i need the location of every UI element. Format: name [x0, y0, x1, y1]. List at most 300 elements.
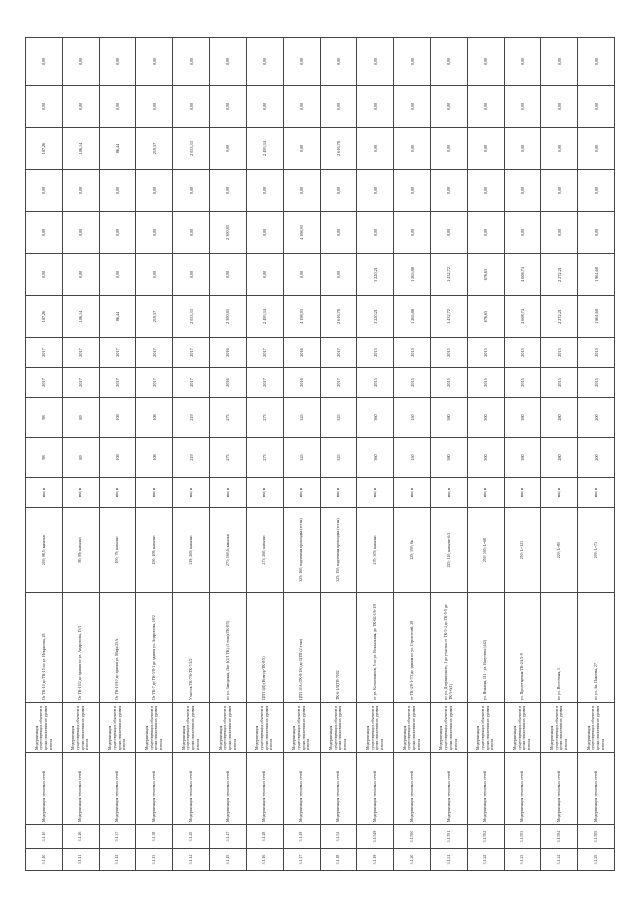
project-name-cell: Модернизация тепловых сетей	[136, 753, 173, 825]
unit-cell: мм; м	[504, 478, 541, 508]
cost-2015-cell: 0,00	[320, 254, 357, 296]
total-cost-cell: 1 432,72	[430, 296, 467, 338]
value-after-cell: 108	[99, 398, 136, 438]
cost-2019-cell: 0,00	[578, 38, 615, 86]
end-year-cell: 2016	[210, 338, 247, 368]
table-row	[173, 38, 210, 871]
cost-2019-cell: 0,00	[320, 38, 357, 86]
value-after-cell: 273	[246, 398, 283, 438]
value-after-cell: 325	[320, 398, 357, 438]
cost-2019-cell: 0,00	[541, 38, 578, 86]
value-before-cell: 98	[26, 438, 63, 478]
table-row	[541, 38, 578, 871]
cost-2017a-cell: 0,00	[430, 170, 467, 212]
project-location-cell: Участок ТК-7/6-ТК-7/4/2	[173, 593, 210, 703]
project-kind-cell: Модернизация существующих объектов в целях снижения их уровня износа	[246, 703, 283, 753]
cost-2015-cell: 1 265,88	[394, 254, 431, 296]
value-after-cell: 108	[136, 398, 173, 438]
value-after-cell: 360	[357, 398, 394, 438]
cost-2017b-cell: 0,00	[578, 128, 615, 170]
project-name-cell: Модернизация тепловых сетей	[173, 753, 210, 825]
cost-2017b-cell: 187,26	[26, 128, 63, 170]
cost-2017a-cell: 0,00	[210, 170, 247, 212]
technical-params-cell: 200; 98,5; канальн	[26, 508, 63, 593]
technical-params-cell: 325; 150; надземная прокладка (эстак)	[320, 508, 357, 593]
project-kind-cell: Модернизация существующих объектов в целях снижения их уровня износа	[283, 703, 320, 753]
row-number-cell: 3.1.12	[99, 849, 136, 871]
cost-2015-cell: 1 861,68	[578, 254, 615, 296]
cost-2015-cell: 0,00	[246, 254, 283, 296]
value-before-cell: 325	[283, 438, 320, 478]
cost-2017b-cell: 219,57	[136, 128, 173, 170]
technical-params-cell: 225; 110; канальн 6/4	[430, 508, 467, 593]
cost-2015-cell: 4 608,74	[504, 254, 541, 296]
project-kind-cell: Модернизация существующих объектов в целях снижения их уровня износа	[210, 703, 247, 753]
project-code-cell: 3.1.48	[246, 825, 283, 849]
unit-cell: мм; м	[357, 478, 394, 508]
cost-2016-cell: 0,00	[26, 212, 63, 254]
cost-2017b-cell: 0,00	[394, 128, 431, 170]
project-location-cell: ЦТП 1(8) (Новгор-ТК-8/5)	[246, 593, 283, 703]
end-year-cell: 2015	[578, 338, 615, 368]
start-year-cell: 2015	[430, 368, 467, 398]
cost-2017a-cell: 0,00	[283, 170, 320, 212]
total-cost-cell: 219,57	[136, 296, 173, 338]
start-year-cell: 2015	[467, 368, 504, 398]
value-before-cell: 200	[578, 438, 615, 478]
project-code-cell: 3.1.10	[26, 825, 63, 849]
project-name-cell: Модернизация тепловых сетей	[394, 753, 431, 825]
value-before-cell: 273	[246, 438, 283, 478]
cost-2016-cell: 0,00	[467, 212, 504, 254]
rotated-table-sheet	[25, 38, 615, 871]
cost-2016-cell: 0,00	[246, 212, 283, 254]
project-code-cell: 3.1.552	[467, 825, 504, 849]
unit-cell: мм; м	[173, 478, 210, 508]
project-code-cell: 3.1.47	[210, 825, 247, 849]
cost-2018-cell: 0,00	[394, 86, 431, 128]
cost-2018-cell: 0,00	[504, 86, 541, 128]
cost-2016-cell: 4 198,93	[283, 212, 320, 254]
cost-2018-cell: 0,00	[26, 86, 63, 128]
cost-2016-cell: 0,00	[541, 212, 578, 254]
cost-2017a-cell: 0,00	[246, 170, 283, 212]
row-number-cell: 3.1.11	[62, 849, 99, 871]
cost-2017b-cell: 2 495,34	[246, 128, 283, 170]
end-year-cell: 2015	[394, 338, 431, 368]
cost-2015-cell: 0,00	[26, 254, 63, 296]
value-after-cell: 150	[394, 398, 431, 438]
project-kind-cell: Модернизация существующих объектов в целях снижения их уровня износа	[394, 703, 431, 753]
project-code-cell: 3.1.54	[320, 825, 357, 849]
start-year-cell: 2015	[541, 368, 578, 398]
start-year-cell: 2017	[62, 368, 99, 398]
cost-2019-cell: 0,00	[430, 38, 467, 86]
cost-2017b-cell: 2 616,78	[320, 128, 357, 170]
project-kind-cell: Модернизация существующих объектов в целях снижения их уровня износа	[504, 703, 541, 753]
cost-2017b-cell: 0,00	[504, 128, 541, 170]
value-before-cell: 108	[136, 438, 173, 478]
start-year-cell: 2016	[210, 368, 247, 398]
cost-2019-cell: 0,00	[136, 38, 173, 86]
project-kind-cell: Модернизация существующих объектов в целях снижения их уровня износа	[320, 703, 357, 753]
project-kind-cell: Модернизация существующих объектов в целях снижения их уровня износа	[62, 703, 99, 753]
total-cost-cell: 4 198,93	[283, 296, 320, 338]
project-location-cell: от ул. Космонавтов, 5 по ул. Вокзальная, до ТК-6Б-1/6-1/9	[357, 593, 394, 703]
row-number-cell: 3.1.15	[210, 849, 247, 871]
cost-2016-cell: 0,00	[62, 212, 99, 254]
table-row	[430, 38, 467, 871]
cost-2017a-cell: 0,00	[357, 170, 394, 212]
project-location-cell: по ул. Восточная, 1	[541, 593, 578, 703]
cost-2017b-cell: 0,00	[430, 128, 467, 170]
cost-2017a-cell: 0,00	[320, 170, 357, 212]
value-after-cell: 300	[467, 398, 504, 438]
table-row	[357, 38, 394, 871]
start-year-cell: 2016	[283, 368, 320, 398]
project-kind-cell: Модернизация существующих объектов в целях снижения их уровня износа	[357, 703, 394, 753]
unit-cell: мм; м	[26, 478, 63, 508]
cost-2017a-cell: 0,00	[467, 170, 504, 212]
table-body	[26, 38, 615, 871]
cost-2016-cell: 0,00	[357, 212, 394, 254]
end-year-cell: 2017	[26, 338, 63, 368]
table-row	[320, 38, 357, 871]
start-year-cell: 2015	[394, 368, 431, 398]
project-location-cell: по ул. Ак. Павлова, 27	[578, 593, 615, 703]
cost-2016-cell: 0,00	[136, 212, 173, 254]
cost-2017a-cell: 0,00	[541, 170, 578, 212]
table-row	[26, 38, 63, 871]
project-name-cell: Модернизация тепловых сетей	[62, 753, 99, 825]
cost-2018-cell: 0,00	[357, 86, 394, 128]
value-before-cell: 300	[467, 438, 504, 478]
project-name-cell: Модернизация тепловых сетей	[357, 753, 394, 825]
unit-cell: мм; м	[283, 478, 320, 508]
end-year-cell: 2017	[136, 338, 173, 368]
project-kind-cell: Модернизация существующих объектов в целях снижения их уровня износа	[99, 703, 136, 753]
total-cost-cell: 1 861,68	[578, 296, 615, 338]
table-row	[504, 38, 541, 871]
start-year-cell: 2017	[320, 368, 357, 398]
value-before-cell: 219	[173, 438, 210, 478]
project-code-cell: 3.1.554	[541, 825, 578, 849]
value-before-cell: 89	[62, 438, 99, 478]
project-location-cell: ТК-6-1/ЦТП-7002	[320, 593, 357, 703]
total-cost-cell: 106,14	[62, 296, 99, 338]
project-name-cell: Модернизация тепловых сетей	[541, 753, 578, 825]
cost-2015-cell: 3 220,21	[357, 254, 394, 296]
row-number-cell: 3.1.21	[430, 849, 467, 871]
cost-2017b-cell: 106,14	[62, 128, 99, 170]
cost-2015-cell: 0,00	[62, 254, 99, 296]
cost-2019-cell: 0,00	[394, 38, 431, 86]
project-code-cell: 3.1.45	[173, 825, 210, 849]
cost-2018-cell: 0,00	[320, 86, 357, 128]
total-cost-cell: 2 300,83	[210, 296, 247, 338]
project-location-cell: ул. Нижняя, 111 - ул. Ватутина (442)	[467, 593, 504, 703]
cost-2019-cell: 0,00	[173, 38, 210, 86]
project-code-cell: 3.1.49	[283, 825, 320, 849]
project-location-cell: ЦТП 10А (ТК-8/1/6) до ЦТП (2 этап)	[283, 593, 320, 703]
value-before-cell: 108	[99, 438, 136, 478]
unit-cell: мм; м	[467, 478, 504, 508]
technical-params-cell: 250; L=123	[504, 508, 541, 593]
rotated-table-container	[25, 38, 615, 871]
technical-params-cell: 100; 75; канальн	[99, 508, 136, 593]
project-name-cell: Модернизация тепловых сетей	[467, 753, 504, 825]
cost-2015-cell: 0,00	[136, 254, 173, 296]
table-row	[99, 38, 136, 871]
table-row	[62, 38, 99, 871]
end-year-cell: 2015	[467, 338, 504, 368]
technical-params-cell: 273; 260; канальн	[246, 508, 283, 593]
end-year-cell: 2017	[62, 338, 99, 368]
cost-2016-cell: 0,00	[578, 212, 615, 254]
row-number-cell: 3.1.25	[578, 849, 615, 871]
project-location-cell: От ТК-10 до ТК-15 по ул. Некрасова, 28	[26, 593, 63, 703]
project-code-cell: 3.1.37	[99, 825, 136, 849]
project-name-cell: Модернизация тепловых сетей	[26, 753, 63, 825]
value-before-cell: 360	[357, 438, 394, 478]
technical-params-cell: 220; L=80	[541, 508, 578, 593]
total-cost-cell: 4 608,74	[504, 296, 541, 338]
technical-params-cell: 80; 89; канальн	[62, 508, 99, 593]
value-before-cell: 380	[430, 438, 467, 478]
row-number-cell: 3.1.17	[283, 849, 320, 871]
project-name-cell: Модернизация тепловых сетей	[430, 753, 467, 825]
cost-2017a-cell: 0,00	[62, 170, 99, 212]
end-year-cell: 2017	[246, 338, 283, 368]
table-row	[467, 38, 504, 871]
value-before-cell: 380	[504, 438, 541, 478]
end-year-cell: 2015	[430, 338, 467, 368]
row-number-cell: 3.1.13	[136, 849, 173, 871]
total-cost-cell: 3 220,21	[357, 296, 394, 338]
total-cost-cell: 2 272,21	[541, 296, 578, 338]
project-kind-cell: Модернизация существующих объектов в целях снижения их уровня износа	[467, 703, 504, 753]
cost-2019-cell: 0,00	[99, 38, 136, 86]
value-after-cell: 98	[26, 398, 63, 438]
cost-2018-cell: 0,00	[578, 86, 615, 128]
cost-2015-cell: 0,00	[99, 254, 136, 296]
cost-2018-cell: 0,00	[283, 86, 320, 128]
start-year-cell: 2017	[136, 368, 173, 398]
start-year-cell: 2015	[504, 368, 541, 398]
cost-2019-cell: 0,00	[210, 38, 247, 86]
end-year-cell: 2017	[173, 338, 210, 368]
cost-2016-cell: 0,00	[99, 212, 136, 254]
technical-params-cell: 200; L=73	[578, 508, 615, 593]
cost-2019-cell: 0,00	[504, 38, 541, 86]
value-before-cell: 273	[210, 438, 247, 478]
project-code-cell: 3.1.38	[136, 825, 173, 849]
value-after-cell: 273	[210, 398, 247, 438]
technical-params-cell: 150; 108; канальн	[136, 508, 173, 593]
value-before-cell: 280	[541, 438, 578, 478]
cost-2018-cell: 0,00	[430, 86, 467, 128]
row-number-cell: 3.1.19	[357, 849, 394, 871]
project-name-cell: Модернизация тепловых сетей	[578, 753, 615, 825]
cost-2017b-cell: 0,00	[357, 128, 394, 170]
project-name-cell: Модернизация тепловых сетей	[504, 753, 541, 825]
cost-2017a-cell: 0,00	[136, 170, 173, 212]
project-code-cell: 3.1.551	[430, 825, 467, 849]
technical-params-cell: 325; 160; надземная прокладка (эстак)	[283, 508, 320, 593]
unit-cell: мм; м	[246, 478, 283, 508]
start-year-cell: 2017	[173, 368, 210, 398]
value-after-cell: 280	[541, 398, 578, 438]
row-number-cell: 3.1.18	[320, 849, 357, 871]
value-before-cell: 325	[320, 438, 357, 478]
cost-2018-cell: 0,00	[541, 86, 578, 128]
cost-2015-cell: 0,00	[210, 254, 247, 296]
cost-2018-cell: 0,00	[210, 86, 247, 128]
table-row	[394, 38, 431, 871]
unit-cell: мм; м	[320, 478, 357, 508]
project-kind-cell: Модернизация существующих объектов в целях снижения их уровня износа	[173, 703, 210, 753]
start-year-cell: 2015	[357, 368, 394, 398]
project-name-cell: Модернизация тепловых сетей	[320, 753, 357, 825]
unit-cell: мм; м	[136, 478, 173, 508]
row-number-cell: 3.1.14	[173, 849, 210, 871]
total-cost-cell: 86,44	[99, 296, 136, 338]
cost-2019-cell: 0,00	[26, 38, 63, 86]
cost-2018-cell: 0,00	[246, 86, 283, 128]
row-number-cell: 3.1.24	[541, 849, 578, 871]
cost-2017b-cell: 86,44	[99, 128, 136, 170]
unit-cell: мм; м	[578, 478, 615, 508]
table-row	[578, 38, 615, 871]
technical-params-cell: 250/ 300; L=68	[467, 508, 504, 593]
cost-2018-cell: 0,00	[467, 86, 504, 128]
cost-2018-cell: 0,00	[99, 86, 136, 128]
cost-2016-cell: 0,00	[504, 212, 541, 254]
cost-2017a-cell: 0,00	[99, 170, 136, 212]
technical-params-cell: 470; 305; канальн	[357, 508, 394, 593]
project-location-cell: От ТК-10/2 до здания по ул. Андропова, 15/1	[62, 593, 99, 703]
technical-params-cell: 273; 160,6; канальн	[210, 508, 247, 593]
end-year-cell: 2015	[504, 338, 541, 368]
value-before-cell: 150	[394, 438, 431, 478]
start-year-cell: 2015	[578, 368, 615, 398]
project-kind-cell: Модернизация существующих объектов в целях снижения их уровня износа	[430, 703, 467, 753]
cost-2016-cell: 0,00	[430, 212, 467, 254]
cost-2019-cell: 0,00	[467, 38, 504, 86]
cost-2015-cell: 676,65	[467, 254, 504, 296]
cost-2017a-cell: 0,00	[504, 170, 541, 212]
table-row	[283, 38, 320, 871]
project-location-cell: ул. Пролетарская ТК-2А/2-9	[504, 593, 541, 703]
cost-2017b-cell: 2 053,33	[173, 128, 210, 170]
total-cost-cell: 187,26	[26, 296, 63, 338]
cost-2016-cell: 0,00	[320, 212, 357, 254]
unit-cell: мм; м	[99, 478, 136, 508]
unit-cell: мм; м	[62, 478, 99, 508]
row-number-cell: 3.1.23	[504, 849, 541, 871]
cost-2016-cell: 0,00	[173, 212, 210, 254]
cost-2017a-cell: 0,00	[394, 170, 431, 212]
cost-2019-cell: 0,00	[283, 38, 320, 86]
row-number-cell: 3.1.10	[26, 849, 63, 871]
cost-2018-cell: 0,00	[62, 86, 99, 128]
cost-2019-cell: 0,00	[246, 38, 283, 86]
start-year-cell: 2017	[99, 368, 136, 398]
end-year-cell: 2016	[283, 338, 320, 368]
project-name-cell: Модернизация тепловых сетей	[246, 753, 283, 825]
cost-2018-cell: 0,00	[173, 86, 210, 128]
cost-2015-cell: 2 272,21	[541, 254, 578, 296]
project-kind-cell: Модернизация существующих объектов в целях снижения их уровня износа	[541, 703, 578, 753]
cost-2017b-cell: 0,00	[467, 128, 504, 170]
project-code-cell: 3.1.549	[357, 825, 394, 849]
row-number-cell: 3.1.22	[467, 849, 504, 871]
project-kind-cell: Модернизация существующих объектов в целях снижения их уровня износа	[136, 703, 173, 753]
unit-cell: мм; м	[541, 478, 578, 508]
unit-cell: мм; м	[210, 478, 247, 508]
end-year-cell: 2015	[541, 338, 578, 368]
cost-2017b-cell: 0,00	[541, 128, 578, 170]
value-after-cell: 89	[62, 398, 99, 438]
cost-2017b-cell: 0,00	[283, 128, 320, 170]
value-after-cell: 325	[283, 398, 320, 438]
project-code-cell: 3.1.555	[578, 825, 615, 849]
project-kind-cell: Модернизация существующих объектов в целях снижения их уровня износа	[578, 703, 615, 753]
end-year-cell: 2017	[99, 338, 136, 368]
cost-2015-cell: 1 432,72	[430, 254, 467, 296]
project-code-cell: 3.1.46	[62, 825, 99, 849]
cost-2015-cell: 0,00	[283, 254, 320, 296]
project-location-cell: от ТК-4/8-1-7/3 до здания по ул. Строителей, 29	[394, 593, 431, 703]
table-row	[136, 38, 173, 871]
value-after-cell: 200	[578, 398, 615, 438]
total-cost-cell: 2 053,33	[173, 296, 210, 338]
investment-program-table	[25, 37, 615, 871]
table-row	[246, 38, 283, 871]
cost-2017b-cell: 0,00	[210, 128, 247, 170]
row-number-cell: 3.1.16	[246, 849, 283, 871]
project-name-cell: Модернизация тепловых сетей	[283, 753, 320, 825]
cost-2017a-cell: 0,00	[578, 170, 615, 212]
project-location-cell: От ТК-7 до ТК-3/8-1 до здания ул. Андропова, 18/2	[136, 593, 173, 703]
table-row	[210, 38, 247, 871]
value-after-cell: 380	[430, 398, 467, 438]
project-name-cell: Модернизация тепловых сетей	[210, 753, 247, 825]
total-cost-cell: 2 616,78	[320, 296, 357, 338]
cost-2016-cell: 0,00	[394, 212, 431, 254]
total-cost-cell: 676,65	[467, 296, 504, 338]
cost-2016-cell: 2 300,83	[210, 212, 247, 254]
project-code-cell: 3.1.553	[504, 825, 541, 849]
technical-params-cell: 219; 265; канальн	[173, 508, 210, 593]
end-year-cell: 2015	[357, 338, 394, 368]
cost-2018-cell: 0,00	[136, 86, 173, 128]
total-cost-cell: 1 265,88	[394, 296, 431, 338]
row-number-cell: 3.1.20	[394, 849, 431, 871]
value-after-cell: 380	[504, 398, 541, 438]
cost-2019-cell: 0,00	[357, 38, 394, 86]
cost-2017a-cell: 0,00	[26, 170, 63, 212]
total-cost-cell: 2 495,34	[246, 296, 283, 338]
cost-2019-cell: 0,00	[62, 38, 99, 86]
end-year-cell: 2017	[320, 338, 357, 368]
unit-cell: мм; м	[430, 478, 467, 508]
unit-cell: мм; м	[394, 478, 431, 508]
start-year-cell: 2017	[246, 368, 283, 398]
project-name-cell: Модернизация тепловых сетей	[99, 753, 136, 825]
value-after-cell: 219	[173, 398, 210, 438]
project-location-cell: по ул. Дзержинского, 1 до участка от ТК-5-4 до ТК-5-5 до ТК-5-6(1)	[430, 593, 467, 703]
